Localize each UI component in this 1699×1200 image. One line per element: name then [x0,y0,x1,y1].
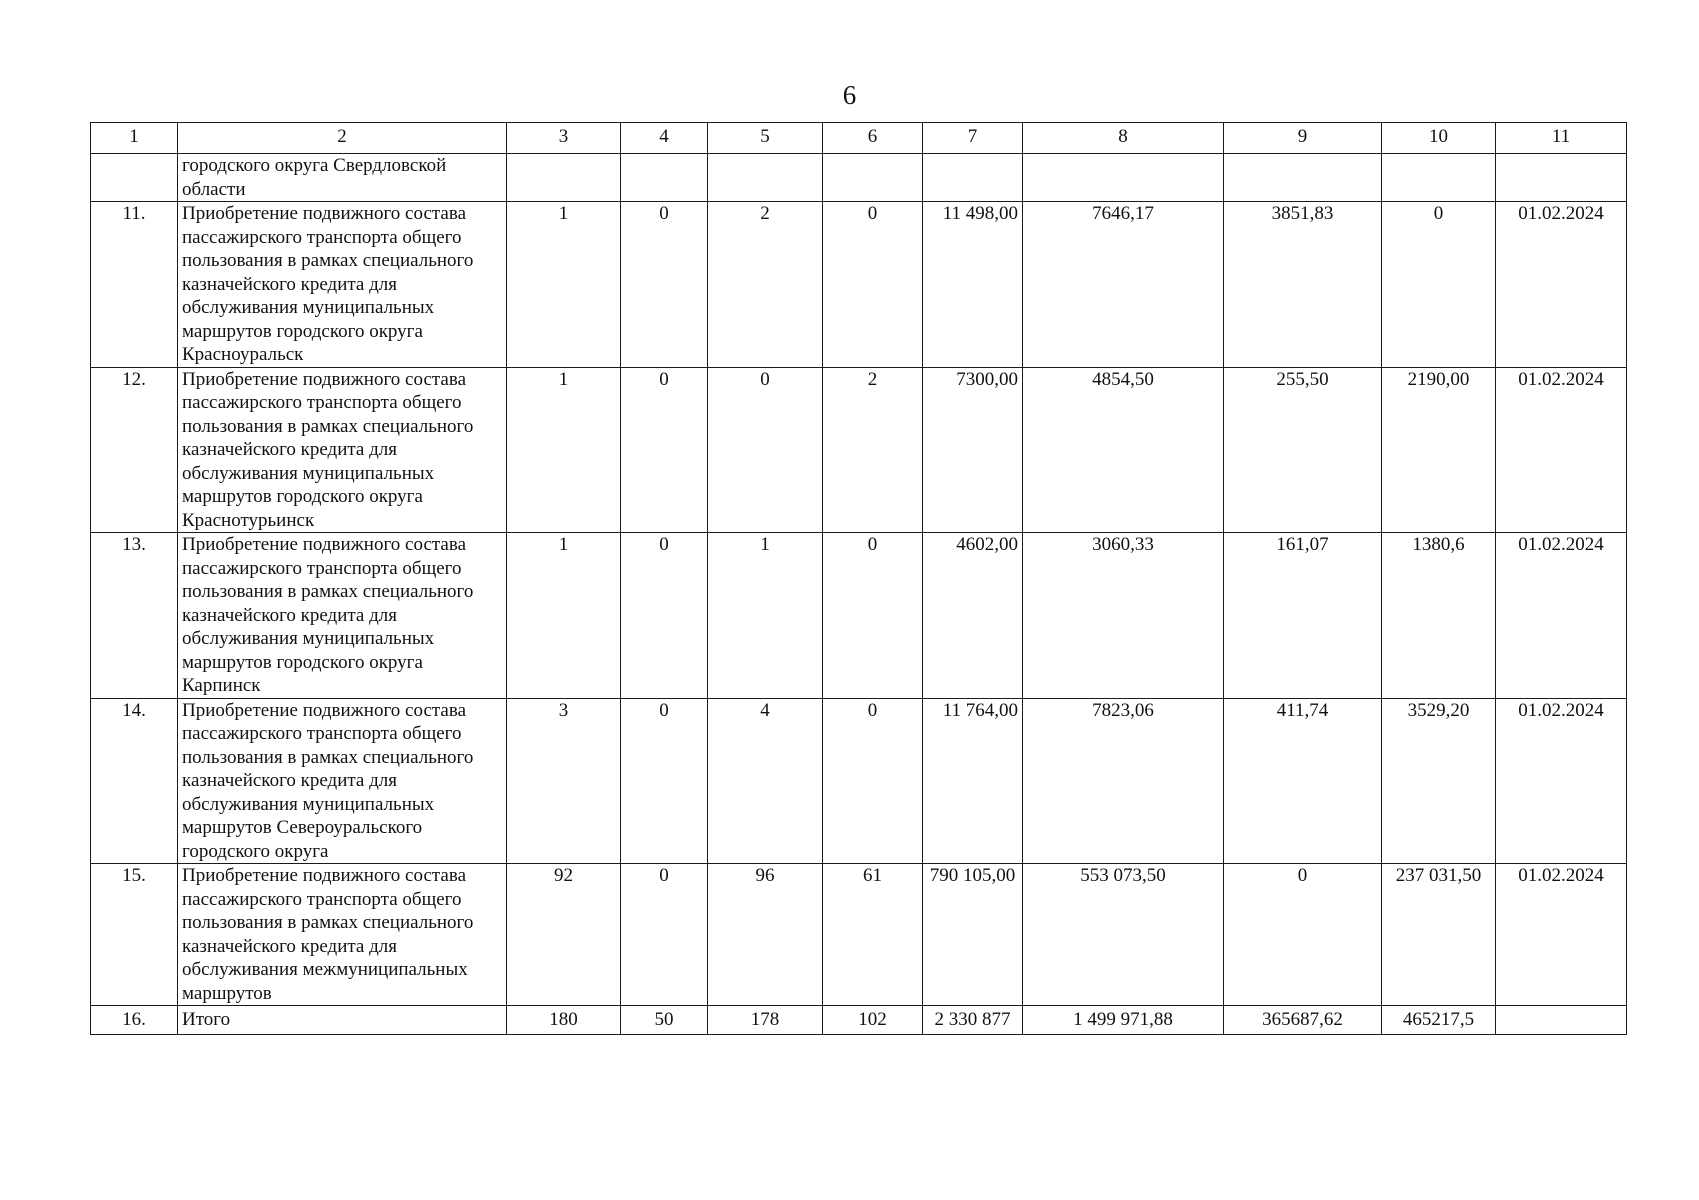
total-cell: 180 [507,1006,621,1035]
table-cell: 7646,17 [1023,202,1224,368]
table-cell: 0 [823,698,923,864]
header-cell: 8 [1023,123,1224,154]
header-cell: 6 [823,123,923,154]
table-cell: 92 [507,864,621,1006]
table-cell: 11 764,00 [923,698,1023,864]
table-cell: 4 [708,698,823,864]
continuation-row [91,154,1627,202]
table-cell [1023,154,1224,202]
table-row [91,698,1627,864]
table-row [91,864,1627,1006]
row-number: 11. [91,202,178,368]
header-cell: 2 [178,123,507,154]
row-number: 12. [91,367,178,533]
row-number: 15. [91,864,178,1006]
table-cell [708,154,823,202]
table-cell: 0 [823,533,923,699]
total-cell: 50 [621,1006,708,1035]
date-cell: 01.02.2024 [1496,202,1627,368]
table-cell: 255,50 [1224,367,1382,533]
data-table [90,122,1627,1035]
item-name: Приобретение подвижного состава пассажирского транспорта общего пользования в рамках специального казначейского кредита для обслуживания муниципальных маршрутов городского округа Красноуральск [178,202,507,368]
item-name: Приобретение подвижного состава пассажирского транспорта общего пользования в рамках специального казначейского кредита для обслуживания межмуниципальных маршрутов [178,864,507,1006]
total-cell: 1 499 971,88 [1023,1006,1224,1035]
table-cell: 7823,06 [1023,698,1224,864]
table-cell: 0 [1224,864,1382,1006]
table-row [91,533,1627,699]
table-cell: 0 [621,202,708,368]
table-row [91,202,1627,368]
item-name: Приобретение подвижного состава пассажирского транспорта общего пользования в рамках специального казначейского кредита для обслуживания муниципальных маршрутов городского округа Карпинск [178,533,507,699]
header-cell: 4 [621,123,708,154]
table-cell: 0 [1382,202,1496,368]
header-cell: 1 [91,123,178,154]
item-name: Приобретение подвижного состава пассажирского транспорта общего пользования в рамках специального казначейского кредита для обслуживания муниципальных маршрутов городского округа Краснотурьинск [178,367,507,533]
page-number: 6 [842,80,857,110]
header-row [91,123,1627,154]
table-cell: 411,74 [1224,698,1382,864]
total-cell: 178 [708,1006,823,1035]
table-cell: 1 [708,533,823,699]
date-cell: 01.02.2024 [1496,367,1627,533]
total-cell: 102 [823,1006,923,1035]
total-cell: 465217,5 [1382,1006,1496,1035]
table-cell: 237 031,50 [1382,864,1496,1006]
table-cell: 2 [708,202,823,368]
table-cell: 96 [708,864,823,1006]
table-cell: 553 073,50 [1023,864,1224,1006]
table-cell: 3851,83 [1224,202,1382,368]
table-cell: 1 [507,533,621,699]
total-row [91,1006,1627,1035]
total-cell [1496,1006,1627,1035]
table-row [91,367,1627,533]
table-cell [1496,154,1627,202]
item-name: городского округа Свердловской области [178,154,507,202]
row-number: 13. [91,533,178,699]
table-cell: 3 [507,698,621,864]
total-cell: 2 330 877 [923,1006,1023,1035]
date-cell: 01.02.2024 [1496,864,1627,1006]
table-cell: 0 [621,533,708,699]
total-cell: 365687,62 [1224,1006,1382,1035]
table-cell: 3529,20 [1382,698,1496,864]
item-name: Приобретение подвижного состава пассажирского транспорта общего пользования в рамках специального казначейского кредита для обслуживания муниципальных маршрутов Североуральского городского округа [178,698,507,864]
total-label: Итого [178,1006,507,1035]
table-cell: 2190,00 [1382,367,1496,533]
table-cell [823,154,923,202]
date-cell: 01.02.2024 [1496,698,1627,864]
table-cell: 0 [621,698,708,864]
table-cell [1224,154,1382,202]
table-cell: 3060,33 [1023,533,1224,699]
table-cell: 1 [507,202,621,368]
table-cell [507,154,621,202]
row-number: 14. [91,698,178,864]
header-cell: 11 [1496,123,1627,154]
date-cell: 01.02.2024 [1496,533,1627,699]
row-number: 16. [91,1006,178,1035]
header-cell: 7 [923,123,1023,154]
table-cell: 2 [823,367,923,533]
table-cell [91,154,178,202]
header-cell: 10 [1382,123,1496,154]
table-cell [621,154,708,202]
table-cell: 0 [621,367,708,533]
table-cell [1382,154,1496,202]
table-cell: 4854,50 [1023,367,1224,533]
table-cell: 7300,00 [923,367,1023,533]
table-cell [923,154,1023,202]
table-cell: 1380,6 [1382,533,1496,699]
table-cell: 790 105,00 [923,864,1023,1006]
table-cell: 0 [621,864,708,1006]
table-cell: 0 [823,202,923,368]
header-cell: 5 [708,123,823,154]
header-cell: 3 [507,123,621,154]
table-cell: 1 [507,367,621,533]
table-cell: 161,07 [1224,533,1382,699]
table-cell: 0 [708,367,823,533]
table-cell: 11 498,00 [923,202,1023,368]
table-cell: 61 [823,864,923,1006]
header-cell: 9 [1224,123,1382,154]
table-cell: 4602,00 [923,533,1023,699]
